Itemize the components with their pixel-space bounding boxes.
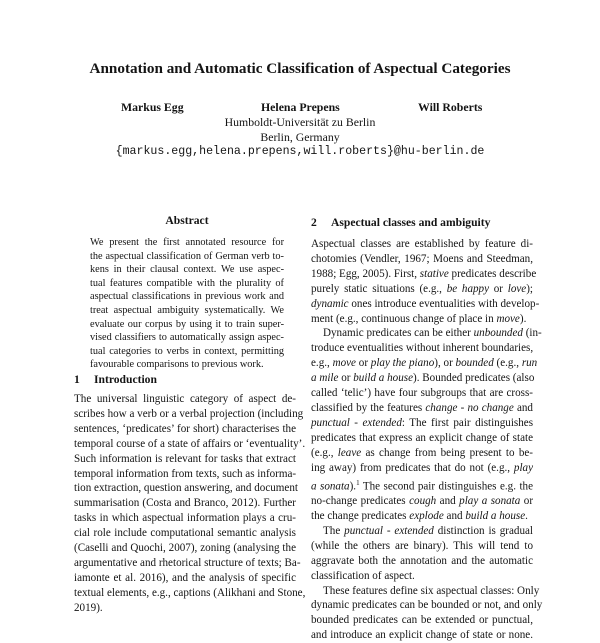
section-2-heading — [311, 216, 490, 229]
abstract-line: aspectual classifications in previous work and — [90, 291, 284, 303]
section-1-body — [74, 392, 306, 616]
section-2-line: bounded predicates can be extended or punctual, — [311, 614, 533, 627]
section-2-line: purely static situations (e.g., be happy or love); — [311, 282, 534, 295]
section-2-line: (while the others are binary). This will tend to — [311, 539, 533, 552]
abstract-line: We present the first annotated resource for — [90, 237, 284, 248]
section-1-line: tasks in which aspectual information plays a cru- — [74, 512, 296, 525]
section-1-line: temporal course of a state of affairs or ‘eventuality’. — [74, 437, 306, 450]
section-2-line: Aspectual classes are established by feature di- — [311, 238, 533, 250]
section-1-title: Introduction — [94, 373, 157, 386]
section-2-line: dynamic ones introduce eventualities with develop- — [311, 297, 540, 310]
abstract-line: evaluate our corpus by using it to train super- — [90, 318, 284, 330]
section-1-line: iamonte et al. 2016), and the analysis of specific — [74, 571, 296, 584]
section-2-line: a sonata).$^1$ The second pair distinguishes e.g. the — [311, 478, 533, 493]
abstract-line: treat aspectual ambiguity systematically. We — [90, 304, 284, 316]
section-2-number: 2 — [311, 216, 317, 229]
abstract-line: tual categories to verbs in context, permitting — [90, 345, 284, 357]
author-3: Will Roberts — [418, 100, 483, 114]
section-1-number: 1 — [74, 373, 80, 386]
abstract-heading: Abstract — [165, 214, 209, 227]
section-2-line: predicates that express an explicit change of state — [311, 431, 533, 444]
section-2-line: punctual - extended: The first pair distinguishes — [311, 416, 534, 429]
section-2-line: called ‘telic’) have four subgroups that are cross- — [311, 387, 533, 400]
section-2-line: dynamic predicates can be bounded or not, and only — [311, 599, 543, 612]
section-2-line: aggravate both the annotation and the automatic — [311, 554, 533, 567]
section-1-line: sentences, ‘predicates’ for short) characterises the — [74, 422, 296, 435]
author-1: Markus Egg — [121, 100, 184, 114]
section-1-line: The universal linguistic category of aspect de- — [74, 393, 296, 405]
section-1-line: scribes how a verb or a verbal projection (including — [74, 407, 304, 420]
section-2-line: classified by the features change - no change and — [311, 401, 533, 414]
abstract-line: favourable comparisons to previous work. — [90, 359, 264, 371]
abstract-line: the aspectual classification of German verb to- — [90, 250, 284, 262]
section-2-line: and introduce an explicit change of state or none. — [311, 629, 533, 642]
section-2-line: ment (e.g., continuous change of place in move). — [311, 312, 527, 325]
section-1-line: Such information is relevant for tasks that extract — [74, 452, 296, 465]
section-1-line: tion extraction, question answering, and document — [74, 482, 298, 495]
section-1-line: summarisation (Costa and Branco, 2012). Further — [74, 497, 296, 510]
section-2-line: These features define six aspectual classes: Only — [323, 584, 540, 597]
section-2-line: classification of aspect. — [311, 569, 415, 582]
section-2-line: chotomies (Vendler, 1967; Moens and Steedman, — [311, 252, 533, 265]
section-1-line: cial role include computational semantic analysis — [74, 527, 296, 540]
abstract-line: vised classifiers to automatically assign aspec- — [90, 332, 284, 344]
section-2-line: the change predicates explode and build a house. — [311, 510, 528, 522]
section-1-line: 2019). — [74, 601, 103, 614]
section-2-line: a mile or build a house). Bounded predicates (also — [311, 372, 535, 385]
abstract-line: tual features compatible with the plurality of — [90, 277, 284, 289]
section-1-line: (Caselli and Quochi, 2007), zoning (analysing the — [74, 542, 296, 555]
section-2-line: no-change predicates cough and play a sonata or — [311, 495, 534, 508]
section-2-line: Dynamic predicates can be either unbounded (in- — [323, 327, 542, 340]
author-emails: {markus.egg,helena.prepens,will.roberts}@hu-berlin.de — [115, 145, 485, 158]
section-2-line: (e.g., leave as change from being present to be- — [311, 446, 534, 459]
section-2-title: Aspectual classes and ambiguity — [331, 216, 491, 229]
section-2-line: e.g., move or play the piano), or bounded (e.g., run — [311, 357, 538, 370]
section-2-line: troduce eventualities without inherent boundaries, — [311, 342, 534, 355]
section-2-line: The punctual - extended distinction is gradual — [323, 524, 533, 537]
abstract-body — [90, 236, 284, 372]
paper-title: Annotation and Automatic Classification of Aspectual Categories — [89, 60, 511, 77]
section-1-line: temporal information from texts, such as informa- — [74, 467, 297, 480]
section-1-line: argumentative and rhetorical structure of texts; Ba- — [74, 556, 301, 569]
section-2-line: 1988; Egg, 2005). First, stative predicates describe — [311, 267, 537, 280]
section-2-body — [311, 237, 543, 643]
section-1-line: textual elements, e.g., captions (Alikhani and Stone, — [74, 586, 306, 599]
section-2-line: ing away) from predicates that do not (e.g., play — [311, 461, 533, 474]
affiliation-institution: Humboldt-Universität zu Berlin — [224, 115, 376, 129]
abstract-line: kens in their clausal context. We use aspec- — [90, 264, 284, 276]
author-2: Helena Prepens — [261, 100, 340, 114]
affiliation-location: Berlin, Germany — [260, 130, 340, 144]
section-1-heading — [74, 373, 157, 386]
